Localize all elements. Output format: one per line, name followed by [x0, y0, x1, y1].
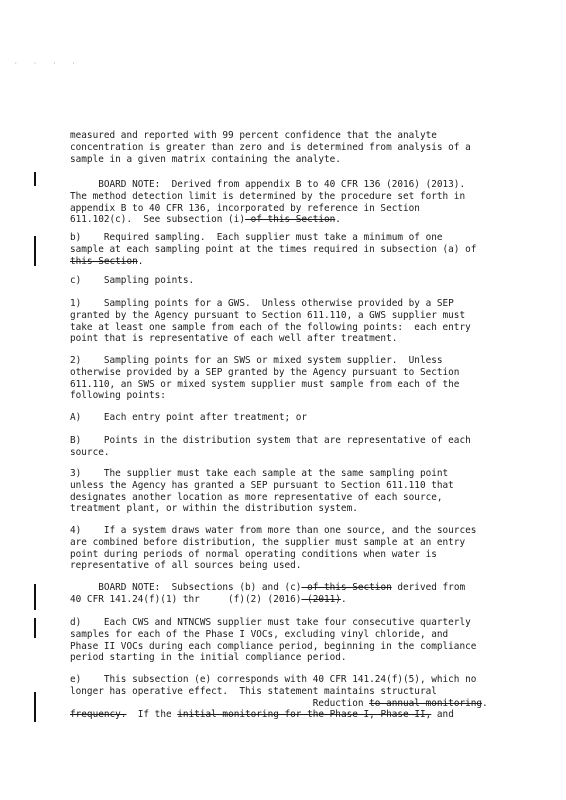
paragraph-multiple-sources: 4) If a system draws water from more than one source, and the sources are combined before distribution, the supplier must sample at an entry point during periods of normal operating conditions when water is representative of all sources being used.	[70, 525, 477, 572]
revision-bar	[34, 584, 36, 610]
board-note-1	[70, 179, 515, 226]
paragraph-same-sampling-point: 3) The supplier must take each sample at the same sampling point unless the Agency has granted a SEP pursuant to Section 611.110 that designates another location as more representative of each source, treatment plant, or within the distribution system.	[70, 468, 454, 515]
paragraph-subsection-e	[70, 674, 515, 721]
revision-bar	[34, 172, 36, 186]
deleted-text: to annual monitoring	[369, 697, 483, 709]
paragraph-gws-sampling-points: 1) Sampling points for a GWS. Unless otherwise provided by a SEP granted by the Agency pursuant to Section 611.110, a GWS supplier must take at least one sample from each of the following points: each entry point that is representative of each well after treatment.	[70, 298, 471, 345]
board-note-1-text: BOARD NOTE: Derived from appendix B to 40 CFR 136 (2016) (2013). The method detection limit is determined by the procedure set forth in appendix B to 40 CFR 136, incorporated by reference in Section 611.102(c). See subsection (i)	[70, 179, 466, 226]
deleted-text: frequency.	[70, 709, 127, 721]
board-note-2-source: derived from 40 CFR 141.24(f)(1) thr (f)(2) (2016)	[70, 582, 466, 605]
paragraph-quarterly-samples: d) Each CWS and NTNCWS supplier must take four consecutive quarterly samples for each of the Phase I VOCs, excluding vinyl chloride, and Phase II VOCs during each compliance period, beginning in the compliance period starting in the initial compliance period.	[70, 617, 477, 664]
deleted-text: of this Section	[244, 214, 336, 226]
deleted-text: (2011)	[301, 593, 341, 605]
board-note-2	[70, 582, 515, 606]
paragraph-distribution-points: B) Points in the distribution system that are representative of each source.	[70, 435, 471, 458]
inserted-text: Reduction	[70, 697, 370, 709]
paragraph-e-text: e) This subsection (e) corresponds with 40 CFR 141.24(f)(5), which no longer has operative effect. This statement maintains structural	[70, 674, 477, 697]
board-note-2-end: .	[340, 593, 347, 605]
header-marks: · · · ·	[14, 60, 82, 67]
deleted-text: of this Section	[301, 582, 392, 593]
revision-bar	[34, 618, 36, 638]
paragraph-e-mid: If the	[126, 709, 178, 721]
paragraph-definition-end: measured and reported with 99 percent confidence that the analyte concentration is greater than zero and is determined from analysis of a sample in a given matrix containing the analyte.	[70, 130, 471, 165]
paragraph-required-sampling	[70, 232, 515, 267]
revision-bar	[34, 236, 36, 266]
board-note-1-end: .	[335, 214, 341, 226]
paragraph-sws-sampling-points: 2) Sampling points for an SWS or mixed system supplier. Unless otherwise provided by a SEP granted by the Agency pursuant to Section 611.110, an SWS or mixed system supplier must sample from each of the following points:	[70, 355, 460, 402]
paragraph-b-text: b) Required sampling. Each supplier must take a minimum of one sample at each sampling point at the times required in subsection (a) of	[70, 232, 477, 255]
paragraph-entry-point: A) Each entry point after treatment; or	[70, 412, 308, 423]
revision-bar	[34, 692, 36, 722]
inserted-text-end: .	[482, 697, 488, 709]
paragraph-sampling-points: c) Sampling points.	[70, 275, 195, 286]
deleted-text: initial monitoring for the Phase I, Phase II,	[177, 709, 432, 721]
paragraph-e-tail: and	[431, 709, 454, 721]
paragraph-b-end: .	[137, 255, 144, 267]
deleted-text: this Section	[70, 255, 138, 267]
board-note-2-text: BOARD NOTE: Subsections (b) and (c)	[70, 582, 302, 593]
